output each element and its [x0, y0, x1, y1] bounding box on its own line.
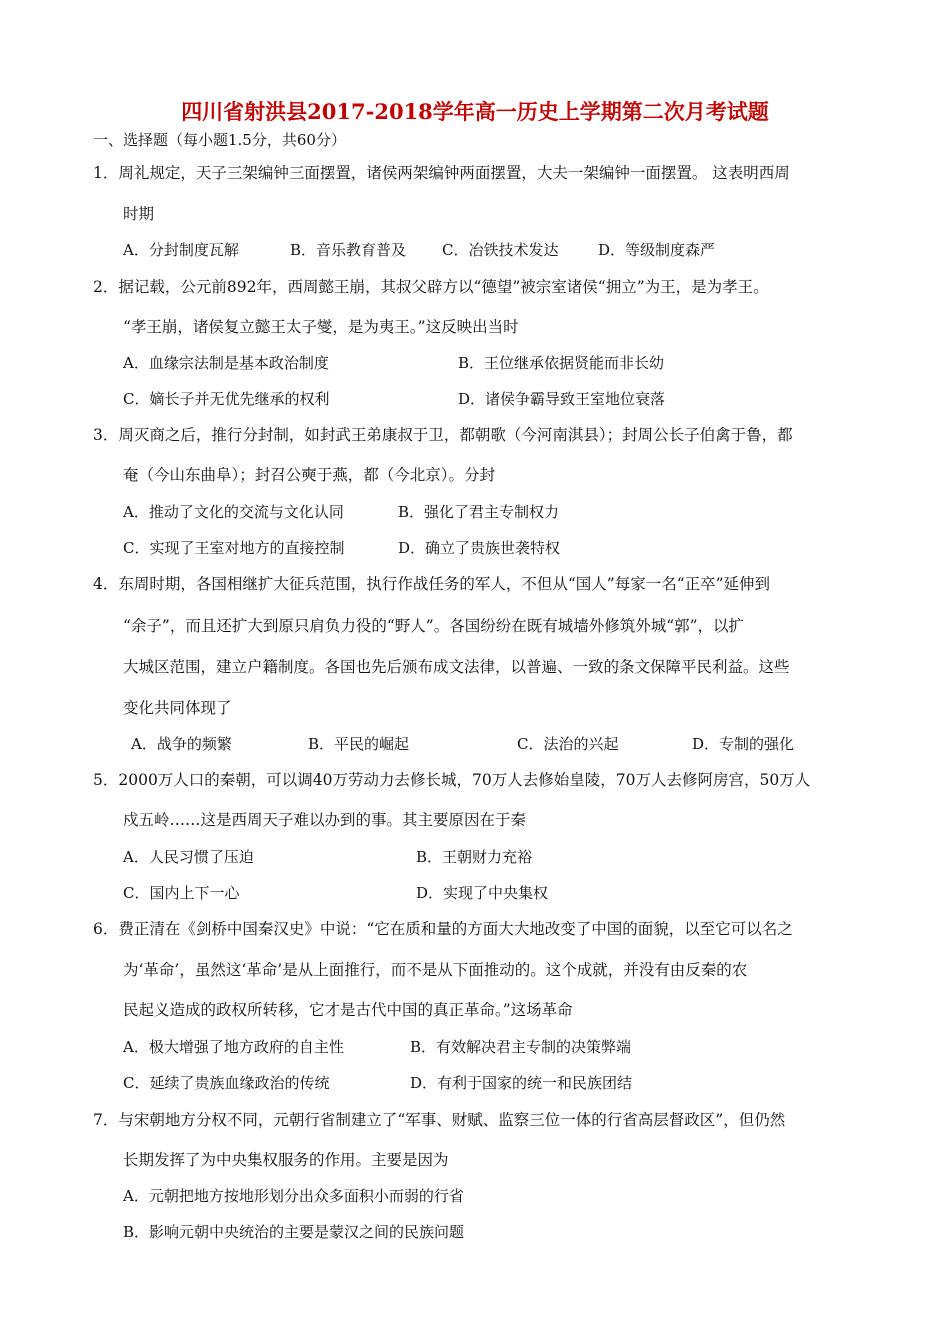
question-1-option-d: D．等级制度森严: [598, 241, 716, 259]
question-4-line-2: “余子”，而且还扩大到原只肩负力役的“野人”。各国纷纷在既有城墙外修筑外城“郭”，以扩: [123, 617, 745, 635]
question-4-option-b: B．平民的崛起: [308, 735, 410, 753]
question-5-line-2: 戍五岭……这是西周天子难以办到的事。其主要原因在于秦: [123, 811, 527, 829]
question-5-option-c: C．国内上下一心: [123, 884, 240, 902]
question-3-option-b: B．强化了君主专制权力: [398, 503, 560, 521]
question-5-line-1: 5．2000万人口的秦朝，可以调40万劳动力去修长城，70万人去修始皇陵，70万人去修阿房宫，50万人: [93, 771, 811, 789]
exam-title: 四川省射洪县2017-2018学年高一历史上学期第二次月考试题: [181, 99, 769, 124]
question-5-option-d: D．实现了中央集权: [416, 884, 549, 902]
question-3-option-c: C．实现了王室对地方的直接控制: [123, 539, 345, 557]
question-4-option-c: C．法治的兴起: [517, 735, 619, 753]
question-6-line-3: 民起义造成的政权所转移，它才是古代中国的真正革命。”这场革命: [123, 1001, 573, 1019]
question-2-line-1: 2．据记载，公元前892年，西周懿王崩，其叔父辟方以“德望”被宗室诸侯“拥立”为王，是为孝王。: [93, 278, 769, 296]
question-6-line-1: 6．费正清在《剑桥中国秦汉史》中说：“它在质和量的方面大大地改变了中国的面貌，以至它可以名之: [93, 920, 793, 938]
question-7-option-b: B．影响元朝中央统治的主要是蒙汉之间的民族问题: [123, 1223, 465, 1241]
question-3-line-2: 奄（今山东曲阜）；封召公奭于燕，都（今北京）。分封: [123, 466, 496, 484]
question-3-option-d: D．确立了贵族世袭特权: [398, 539, 561, 557]
question-7-line-1: 7．与宋朝地方分权不同，元朝行省制建立了“军事、财赋、监察三位一体的行省高层督政区”，但仍然: [93, 1111, 786, 1129]
question-6-option-b: B．有效解决君主专制的决策弊端: [410, 1038, 632, 1056]
question-1-option-c: C．冶铁技术发达: [442, 241, 559, 259]
question-4-line-4: 变化共同体现了: [123, 699, 232, 717]
question-6-option-d: D．有利于国家的统一和民族团结: [410, 1074, 633, 1092]
question-1-option-b: B．音乐教育普及: [290, 241, 407, 259]
question-2-option-d: D．诸侯争霸导致王室地位衰落: [458, 390, 666, 408]
question-2-option-b: B．王位继承依据贤能而非长幼: [458, 354, 665, 372]
question-2-option-c: C．嫡长子并无优先继承的权利: [123, 390, 330, 408]
question-6-option-a: A．极大增强了地方政府的自主性: [123, 1038, 344, 1056]
question-1-line-2: 时期: [123, 205, 155, 223]
question-1-line-1: 1．周礼规定，天子三架编钟三面摆置，诸侯两架编钟两面摆置，大夫一架编钟一面摆置。 这表明西周: [93, 164, 790, 182]
question-4-line-3: 大城区范围，建立户籍制度。各国也先后颁布成文法律，以普遍、一致的条文保障平民利益。这些: [123, 658, 790, 676]
question-2-option-a: A．血缘宗法制是基本政治制度: [123, 354, 329, 372]
question-3-option-a: A．推动了文化的交流与文化认同: [123, 503, 344, 521]
question-1-option-a: A．分封制度瓦解: [123, 241, 239, 259]
question-6-option-c: C．延续了贵族血缘政治的传统: [123, 1074, 330, 1092]
question-4-option-a: A．战争的频繁: [131, 735, 232, 753]
question-5-option-a: A．人民习惯了压迫: [123, 848, 254, 866]
question-6-line-2: 为‘革命’，虽然这‘革命’是从上面推行，而不是从下面推动的。这个成就，并没有由反秦的农: [123, 961, 748, 979]
section-heading: 一、选择题（每小题1.5分，共60分）: [93, 131, 346, 149]
question-2-line-2: “孝王崩，诸侯复立懿王太子燮，是为夷王。”这反映出当时: [123, 318, 519, 336]
question-3-line-1: 3．周灭商之后，推行分封制，如封武王弟康叔于卫，都朝歌（今河南淇县）；封周公长子伯禽于鲁，都: [93, 426, 793, 444]
question-7-option-a: A．元朝把地方按地形划分出众多面积小而弱的行省: [123, 1187, 464, 1205]
question-4-option-d: D．专制的强化: [692, 735, 795, 753]
question-7-line-2: 长期发挥了为中央集权服务的作用。主要是因为: [123, 1151, 449, 1169]
question-4-line-1: 4．东周时期，各国相继扩大征兵范围，执行作战任务的军人，不但从“国人”每家一名“正卒”延伸到: [93, 575, 771, 593]
question-5-option-b: B．王朝财力充裕: [416, 848, 533, 866]
